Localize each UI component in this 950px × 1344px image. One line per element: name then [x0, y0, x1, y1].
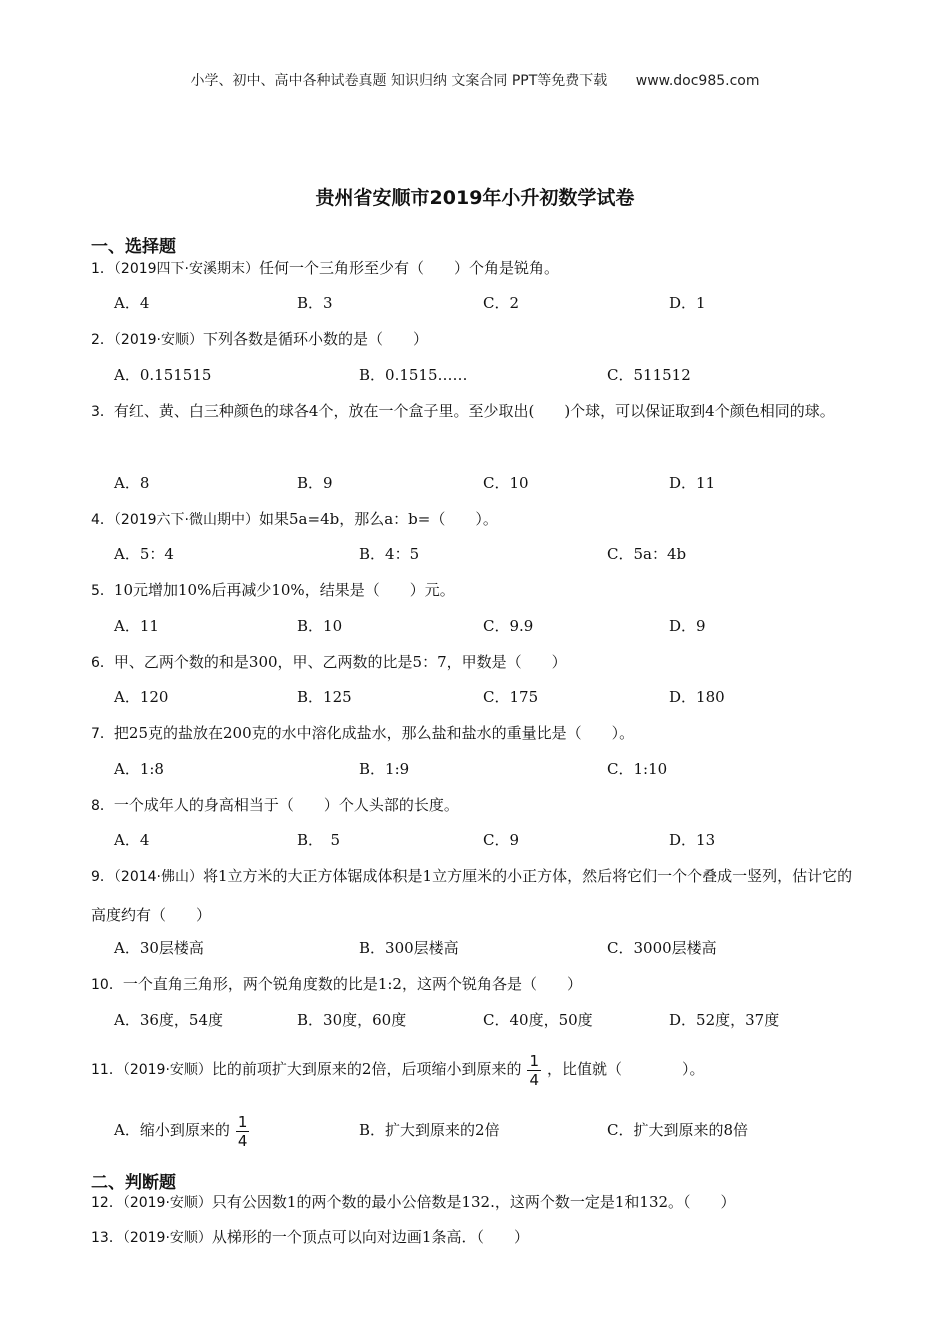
question-1-options	[0, 288, 950, 318]
fraction-one-quarter: $\frac{1}{4}$	[237, 1112, 248, 1150]
question-12: 12．（2019·安顺）只有公因数1的两个数的最小公倍数是132.，这两个数一定是1和132。（ ）	[91, 1193, 736, 1211]
option-a[interactable]: A．1:8	[114, 760, 164, 778]
header-text: 小学、初中、高中各种试卷真题 知识归纳 文案合同 PPT等免费下载	[190, 73, 608, 89]
question-1: 1．（2019四下·安溪期末）任何一个三角形至少有（ ）个角是锐角。	[91, 259, 560, 277]
question-10-options	[0, 1005, 950, 1035]
option-c[interactable]: C．3000层楼高	[607, 939, 717, 957]
question-4-options	[0, 539, 950, 569]
option-b[interactable]: B．4：5	[359, 545, 420, 563]
option-d[interactable]: D．180	[669, 688, 725, 706]
question-6-options	[0, 682, 950, 712]
option-d[interactable]: D．11	[669, 474, 716, 492]
section-choice-heading: 一、选择题	[91, 237, 176, 257]
question-2-options	[0, 360, 950, 390]
option-b[interactable]: B．125	[297, 688, 352, 706]
option-a[interactable]: A．36度，54度	[114, 1011, 224, 1029]
option-a[interactable]: A．30层楼高	[114, 939, 204, 957]
question-9-options	[0, 933, 950, 963]
question-8: 8．一个成年人的身高相当于（ ）个人头部的长度。	[91, 796, 459, 814]
option-c[interactable]: C．10	[483, 474, 529, 492]
question-5-options	[0, 611, 950, 641]
option-a[interactable]: A．4	[114, 831, 150, 849]
option-c[interactable]: C．9	[483, 831, 520, 849]
option-d[interactable]: D．52度，37度	[669, 1011, 780, 1029]
option-a[interactable]: A．5：4	[114, 545, 174, 563]
question-9: 9．（2014·佛山）将1立方米的大正方体锯成体积是1立方厘米的小正方体，然后将它们一个个叠成一竖列，估计它的高度约有（ ）	[91, 867, 853, 924]
header-url[interactable]: www.doc985.com	[635, 73, 760, 89]
option-c[interactable]: C．511512	[607, 366, 691, 384]
question-7-options	[0, 754, 950, 784]
question-13: 13．（2019·安顺）从梯形的一个顶点可以向对边画1条高．（ ）	[91, 1228, 529, 1246]
option-b[interactable]: B． 5	[297, 831, 341, 849]
option-a[interactable]: A．8	[114, 474, 150, 492]
question-3-options	[0, 468, 950, 498]
question-8-options	[0, 825, 950, 855]
option-a[interactable]: A．4	[114, 294, 150, 312]
question-11-options	[0, 1105, 950, 1155]
exam-title: 贵州省安顺市2019年小升初数学试卷	[315, 187, 635, 209]
option-b[interactable]: B．1:9	[359, 760, 410, 778]
question-3: 3．有红、黄、白三种颜色的球各4个，放在一个盒子里。至少取出( )个球，可以保证取到4个颜色相同的球。	[91, 402, 835, 420]
option-b[interactable]: B．扩大到原来的2倍	[359, 1121, 500, 1139]
question-10: 10．一个直角三角形，两个锐角度数的比是1:2，这两个锐角各是（ ）	[91, 975, 582, 993]
question-5: 5．10元增加10%后再减少10%，结果是（ ）元。	[91, 581, 455, 599]
question-6: 6．甲、乙两个数的和是300，甲、乙两数的比是5：7，甲数是（ ）	[91, 653, 567, 671]
option-b[interactable]: B．10	[297, 617, 343, 635]
option-c[interactable]: C．40度，50度	[483, 1011, 593, 1029]
question-4: 4．（2019六下·微山期中）如果5a=4b，那么a：b=（ ）。	[91, 510, 498, 528]
option-d[interactable]: D．13	[669, 831, 716, 849]
fraction-one-quarter: $\frac{1}{4}$	[529, 1051, 540, 1089]
option-c[interactable]: C．9.9	[483, 617, 534, 635]
question-2: 2．（2019·安顺）下列各数是循环小数的是（ ）	[91, 330, 429, 348]
option-b[interactable]: B．9	[297, 474, 333, 492]
option-c[interactable]: C．扩大到原来的8倍	[607, 1121, 749, 1139]
option-d[interactable]: D．1	[669, 294, 706, 312]
option-a[interactable]: A．缩小到原来的 $\frac{1}{4}$	[114, 1112, 248, 1150]
option-d[interactable]: D．9	[669, 617, 706, 635]
option-c[interactable]: C．175	[483, 688, 539, 706]
option-b[interactable]: B．300层楼高	[359, 939, 459, 957]
option-b[interactable]: B．30度，60度	[297, 1011, 407, 1029]
question-7: 7．把25克的盐放在200克的水中溶化成盐水，那么盐和盐水的重量比是（ ）。	[91, 724, 635, 742]
option-b[interactable]: B．0.1515……	[359, 366, 468, 384]
page-header	[0, 70, 950, 90]
option-a[interactable]: A．0.151515	[114, 366, 212, 384]
option-c[interactable]: C．1:10	[607, 760, 668, 778]
option-a[interactable]: A．11	[114, 617, 159, 635]
option-c[interactable]: C．2	[483, 294, 520, 312]
question-11: 11．（2019·安顺）比的前项扩大到原来的2倍，后项缩小到原来的 $\frac{1}{4}$ ，比值就（ ）。	[91, 1051, 705, 1089]
option-b[interactable]: B．3	[297, 294, 333, 312]
section-judgement-heading: 二、判断题	[91, 1173, 176, 1193]
option-a[interactable]: A．120	[114, 688, 169, 706]
option-c[interactable]: C．5a：4b	[607, 545, 687, 563]
